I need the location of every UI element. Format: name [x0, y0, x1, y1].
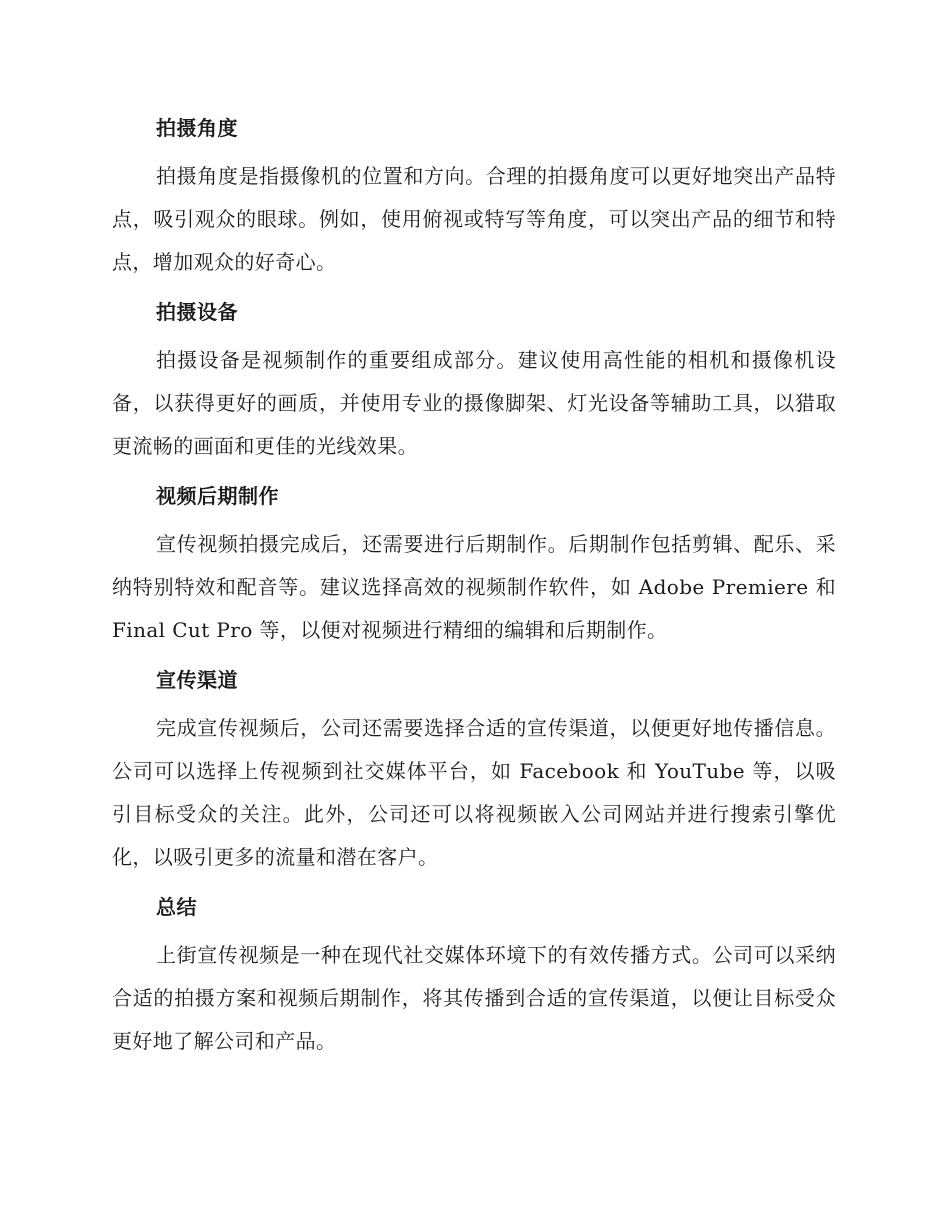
section-heading: 拍摄角度 [156, 116, 238, 140]
section-heading: 拍摄设备 [156, 300, 238, 324]
section-post-production [112, 476, 836, 652]
section-heading: 视频后期制作 [156, 484, 279, 508]
document-page [112, 108, 836, 1071]
section-shooting-angle [112, 108, 836, 284]
section-paragraph: 拍摄角度是指摄像机的位置和方向。合理的拍摄角度可以更好地突出产品特点，吸引观众的眼球。例如，使用俯视或特写等角度，可以突出产品的细节和特点，增加观众的好奇心。 [112, 164, 836, 274]
section-paragraph: 完成宣传视频后，公司还需要选择合适的宣传渠道，以便更好地传播信息。公司可以选择上传视频到社交媒体平台，如 Facebook 和 YouTube 等，以吸引目标受众的关注。此外，公司还可以将视频嵌入公司网站并进行搜索引擎优化，以吸引更多的流量和潜在客户。 [112, 716, 836, 869]
section-paragraph: 拍摄设备是视频制作的重要组成部分。建议使用高性能的相机和摄像机设备，以获得更好的画质，并使用专业的摄像脚架、灯光设备等辅助工具，以猎取更流畅的画面和更佳的光线效果。 [112, 348, 836, 458]
section-heading: 总结 [156, 895, 197, 919]
section-promotion-channels [112, 660, 836, 879]
section-paragraph: 宣传视频拍摄完成后，还需要进行后期制作。后期制作包括剪辑、配乐、采纳特别特效和配音等。建议选择高效的视频制作软件，如 Adobe Premiere 和 Final Cut Pro 等，以便对视频进行精细的编辑和后期制作。 [112, 532, 836, 642]
section-heading: 宣传渠道 [156, 668, 238, 692]
section-shooting-equipment [112, 292, 836, 468]
section-paragraph: 上街宣传视频是一种在现代社交媒体环境下的有效传播方式。公司可以采纳合适的拍摄方案和视频后期制作，将其传播到合适的宣传渠道，以便让目标受众更好地了解公司和产品。 [112, 943, 836, 1053]
section-summary [112, 887, 836, 1063]
